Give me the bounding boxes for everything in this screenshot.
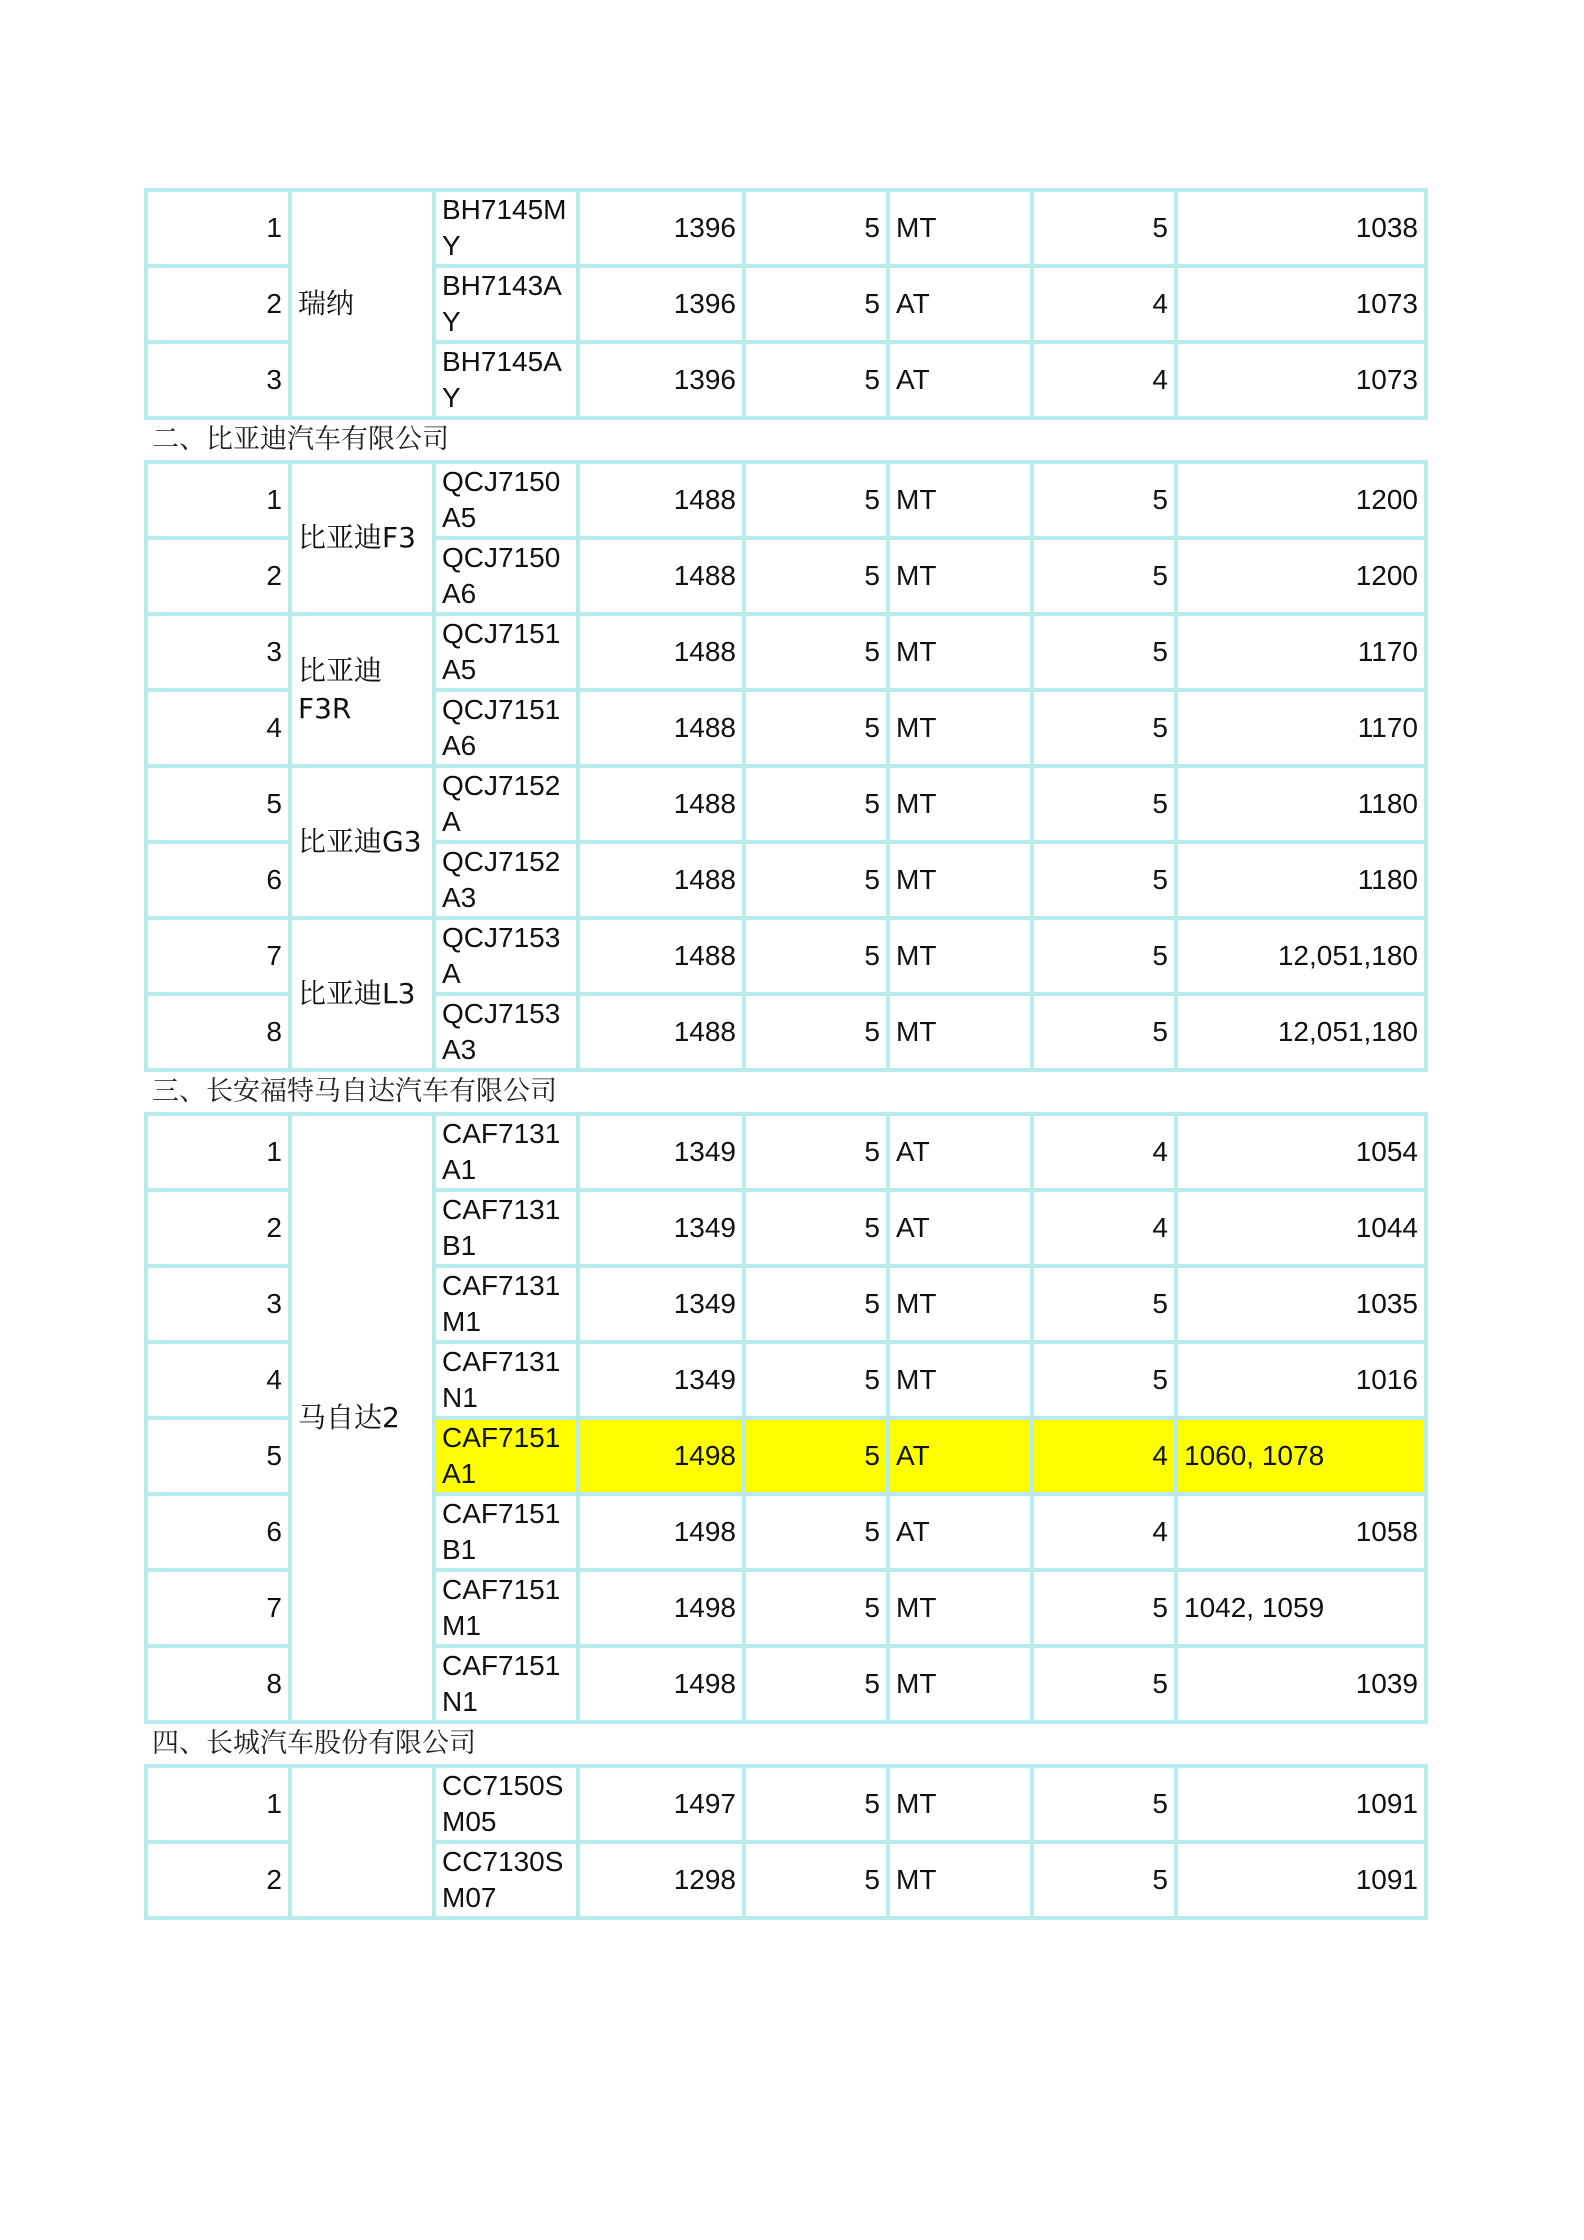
displacement-cell: 1488 (578, 918, 744, 994)
displacement-cell: 1488 (578, 462, 744, 538)
curb-mass-cell: 1044 (1176, 1190, 1426, 1266)
transmission-cell: MT (888, 462, 1032, 538)
displacement-cell: 1349 (578, 1266, 744, 1342)
row-number-cell: 7 (146, 1570, 290, 1646)
displacement-cell: 1497 (578, 1766, 744, 1842)
model-code-cell: CAF7151N1 (434, 1646, 578, 1722)
displacement-cell: 1349 (578, 1114, 744, 1190)
seats-cell: 4 (1032, 266, 1176, 342)
seats-cell: 4 (1032, 1494, 1176, 1570)
model-code-cell: QCJ7153A3 (434, 994, 578, 1070)
displacement-cell: 1488 (578, 994, 744, 1070)
row-number-cell: 8 (146, 1646, 290, 1722)
seats-cell: 5 (1032, 1342, 1176, 1418)
table-row (146, 614, 1426, 690)
curb-mass-cell: 1039 (1176, 1646, 1426, 1722)
model-code-cell: BH7145AY (434, 342, 578, 418)
transmission-cell: MT (888, 994, 1032, 1070)
gears-cell: 5 (744, 462, 888, 538)
table-row (146, 190, 1426, 266)
model-code-cell: CAF7131B1 (434, 1190, 578, 1266)
seats-cell: 5 (1032, 1646, 1176, 1722)
gears-cell: 5 (744, 1342, 888, 1418)
curb-mass-cell: 1170 (1176, 690, 1426, 766)
row-number-cell: 1 (146, 1766, 290, 1842)
row-number-cell: 1 (146, 1114, 290, 1190)
seats-cell: 5 (1032, 842, 1176, 918)
transmission-cell: AT (888, 1418, 1032, 1494)
displacement-cell: 1349 (578, 1342, 744, 1418)
displacement-cell: 1396 (578, 342, 744, 418)
displacement-cell: 1488 (578, 842, 744, 918)
row-number-cell: 2 (146, 538, 290, 614)
curb-mass-cell: 1016 (1176, 1342, 1426, 1418)
displacement-cell: 1498 (578, 1570, 744, 1646)
transmission-cell: MT (888, 1570, 1032, 1646)
gears-cell: 5 (744, 266, 888, 342)
gears-cell: 5 (744, 690, 888, 766)
section-title-changan-ford-mazda: 三、长安福特马自达汽车有限公司 (152, 1076, 557, 1107)
displacement-cell: 1396 (578, 190, 744, 266)
seats-cell: 4 (1032, 1190, 1176, 1266)
gears-cell: 5 (744, 766, 888, 842)
section-title-byd: 二、比亚迪汽车有限公司 (152, 424, 449, 455)
transmission-cell: MT (888, 918, 1032, 994)
transmission-cell: MT (888, 1266, 1032, 1342)
table-row (146, 1766, 1426, 1842)
section-title-great-wall: 四、长城汽车股份有限公司 (152, 1728, 476, 1759)
row-number-cell: 5 (146, 766, 290, 842)
curb-mass-cell: 1200 (1176, 462, 1426, 538)
curb-mass-cell: 1060, 1078 (1176, 1418, 1426, 1494)
model-code-cell: CC7130SM07 (434, 1842, 578, 1918)
curb-mass-cell: 1038 (1176, 190, 1426, 266)
row-number-cell: 3 (146, 1266, 290, 1342)
curb-mass-cell: 1035 (1176, 1266, 1426, 1342)
transmission-cell: MT (888, 538, 1032, 614)
transmission-cell: MT (888, 1646, 1032, 1722)
curb-mass-cell: 1073 (1176, 266, 1426, 342)
seats-cell: 5 (1032, 190, 1176, 266)
row-number-cell: 1 (146, 462, 290, 538)
curb-mass-cell: 1180 (1176, 842, 1426, 918)
gears-cell: 5 (744, 842, 888, 918)
vehicle-table-section-2 (144, 460, 1428, 1072)
transmission-cell: AT (888, 1114, 1032, 1190)
model-code-cell: CAF7131M1 (434, 1266, 578, 1342)
row-number-cell: 6 (146, 1494, 290, 1570)
model-code-cell: CAF7131A1 (434, 1114, 578, 1190)
gears-cell: 5 (744, 1842, 888, 1918)
transmission-cell: MT (888, 1766, 1032, 1842)
transmission-cell: MT (888, 190, 1032, 266)
row-number-cell: 5 (146, 1418, 290, 1494)
seats-cell: 5 (1032, 538, 1176, 614)
model-code-cell: QCJ7150A5 (434, 462, 578, 538)
curb-mass-cell: 1180 (1176, 766, 1426, 842)
seats-cell: 5 (1032, 1766, 1176, 1842)
model-code-cell: QCJ7152A (434, 766, 578, 842)
transmission-cell: AT (888, 1190, 1032, 1266)
vehicle-table-section-4 (144, 1764, 1428, 1920)
gears-cell: 5 (744, 1114, 888, 1190)
gears-cell: 5 (744, 1494, 888, 1570)
transmission-cell: AT (888, 342, 1032, 418)
row-number-cell: 8 (146, 994, 290, 1070)
displacement-cell: 1488 (578, 614, 744, 690)
transmission-cell: MT (888, 1342, 1032, 1418)
seats-cell: 5 (1032, 766, 1176, 842)
gears-cell: 5 (744, 1570, 888, 1646)
vehicle-name-cell (290, 1766, 434, 1918)
vehicle-name-cell: 马自达2 (290, 1114, 434, 1722)
vehicle-name-cell: 比亚迪F3R (290, 614, 434, 766)
vehicle-table-section-3 (144, 1112, 1428, 1724)
displacement-cell: 1396 (578, 266, 744, 342)
vehicle-name-cell: 比亚迪F3 (290, 462, 434, 614)
gears-cell: 5 (744, 1418, 888, 1494)
row-number-cell: 2 (146, 1190, 290, 1266)
displacement-cell: 1498 (578, 1494, 744, 1570)
vehicle-name-cell: 瑞纳 (290, 190, 434, 418)
model-code-cell: CAF7131N1 (434, 1342, 578, 1418)
model-code-cell: QCJ7151A5 (434, 614, 578, 690)
table-row (146, 766, 1426, 842)
row-number-cell: 2 (146, 1842, 290, 1918)
model-code-cell: CAF7151A1 (434, 1418, 578, 1494)
vehicle-spec-sheet (144, 188, 1424, 1920)
table-row (146, 462, 1426, 538)
row-number-cell: 1 (146, 190, 290, 266)
seats-cell: 5 (1032, 1570, 1176, 1646)
seats-cell: 4 (1032, 1418, 1176, 1494)
displacement-cell: 1298 (578, 1842, 744, 1918)
gears-cell: 5 (744, 538, 888, 614)
row-number-cell: 6 (146, 842, 290, 918)
model-code-cell: QCJ7153A (434, 918, 578, 994)
transmission-cell: MT (888, 614, 1032, 690)
curb-mass-cell: 12,051,180 (1176, 918, 1426, 994)
displacement-cell: 1488 (578, 538, 744, 614)
seats-cell: 4 (1032, 342, 1176, 418)
displacement-cell: 1498 (578, 1418, 744, 1494)
vehicle-name-cell: 比亚迪G3 (290, 766, 434, 918)
gears-cell: 5 (744, 1646, 888, 1722)
row-number-cell: 3 (146, 614, 290, 690)
seats-cell: 5 (1032, 994, 1176, 1070)
seats-cell: 4 (1032, 1114, 1176, 1190)
curb-mass-cell: 1042, 1059 (1176, 1570, 1426, 1646)
gears-cell: 5 (744, 614, 888, 690)
model-code-cell: CAF7151M1 (434, 1570, 578, 1646)
seats-cell: 5 (1032, 918, 1176, 994)
row-number-cell: 2 (146, 266, 290, 342)
transmission-cell: MT (888, 766, 1032, 842)
displacement-cell: 1488 (578, 766, 744, 842)
transmission-cell: MT (888, 842, 1032, 918)
displacement-cell: 1488 (578, 690, 744, 766)
transmission-cell: AT (888, 266, 1032, 342)
gears-cell: 5 (744, 994, 888, 1070)
transmission-cell: MT (888, 690, 1032, 766)
row-number-cell: 7 (146, 918, 290, 994)
model-code-cell: BH7143AY (434, 266, 578, 342)
seats-cell: 5 (1032, 690, 1176, 766)
row-number-cell: 4 (146, 1342, 290, 1418)
seats-cell: 5 (1032, 1842, 1176, 1918)
row-number-cell: 3 (146, 342, 290, 418)
vehicle-name-cell: 比亚迪L3 (290, 918, 434, 1070)
displacement-cell: 1349 (578, 1190, 744, 1266)
curb-mass-cell: 1091 (1176, 1766, 1426, 1842)
curb-mass-cell: 1058 (1176, 1494, 1426, 1570)
curb-mass-cell: 1170 (1176, 614, 1426, 690)
gears-cell: 5 (744, 1190, 888, 1266)
gears-cell: 5 (744, 190, 888, 266)
transmission-cell: AT (888, 1494, 1032, 1570)
model-code-cell: CAF7151B1 (434, 1494, 578, 1570)
gears-cell: 5 (744, 1266, 888, 1342)
model-code-cell: QCJ7151A6 (434, 690, 578, 766)
model-code-cell: BH7145MY (434, 190, 578, 266)
displacement-cell: 1498 (578, 1646, 744, 1722)
seats-cell: 5 (1032, 462, 1176, 538)
curb-mass-cell: 1054 (1176, 1114, 1426, 1190)
vehicle-table-section-1 (144, 188, 1428, 420)
seats-cell: 5 (1032, 1266, 1176, 1342)
curb-mass-cell: 1200 (1176, 538, 1426, 614)
model-code-cell: QCJ7150A6 (434, 538, 578, 614)
gears-cell: 5 (744, 1766, 888, 1842)
table-row (146, 1114, 1426, 1190)
model-code-cell: CC7150SM05 (434, 1766, 578, 1842)
gears-cell: 5 (744, 918, 888, 994)
curb-mass-cell: 12,051,180 (1176, 994, 1426, 1070)
curb-mass-cell: 1091 (1176, 1842, 1426, 1918)
row-number-cell: 4 (146, 690, 290, 766)
gears-cell: 5 (744, 342, 888, 418)
transmission-cell: MT (888, 1842, 1032, 1918)
seats-cell: 5 (1032, 614, 1176, 690)
table-row (146, 918, 1426, 994)
model-code-cell: QCJ7152A3 (434, 842, 578, 918)
curb-mass-cell: 1073 (1176, 342, 1426, 418)
